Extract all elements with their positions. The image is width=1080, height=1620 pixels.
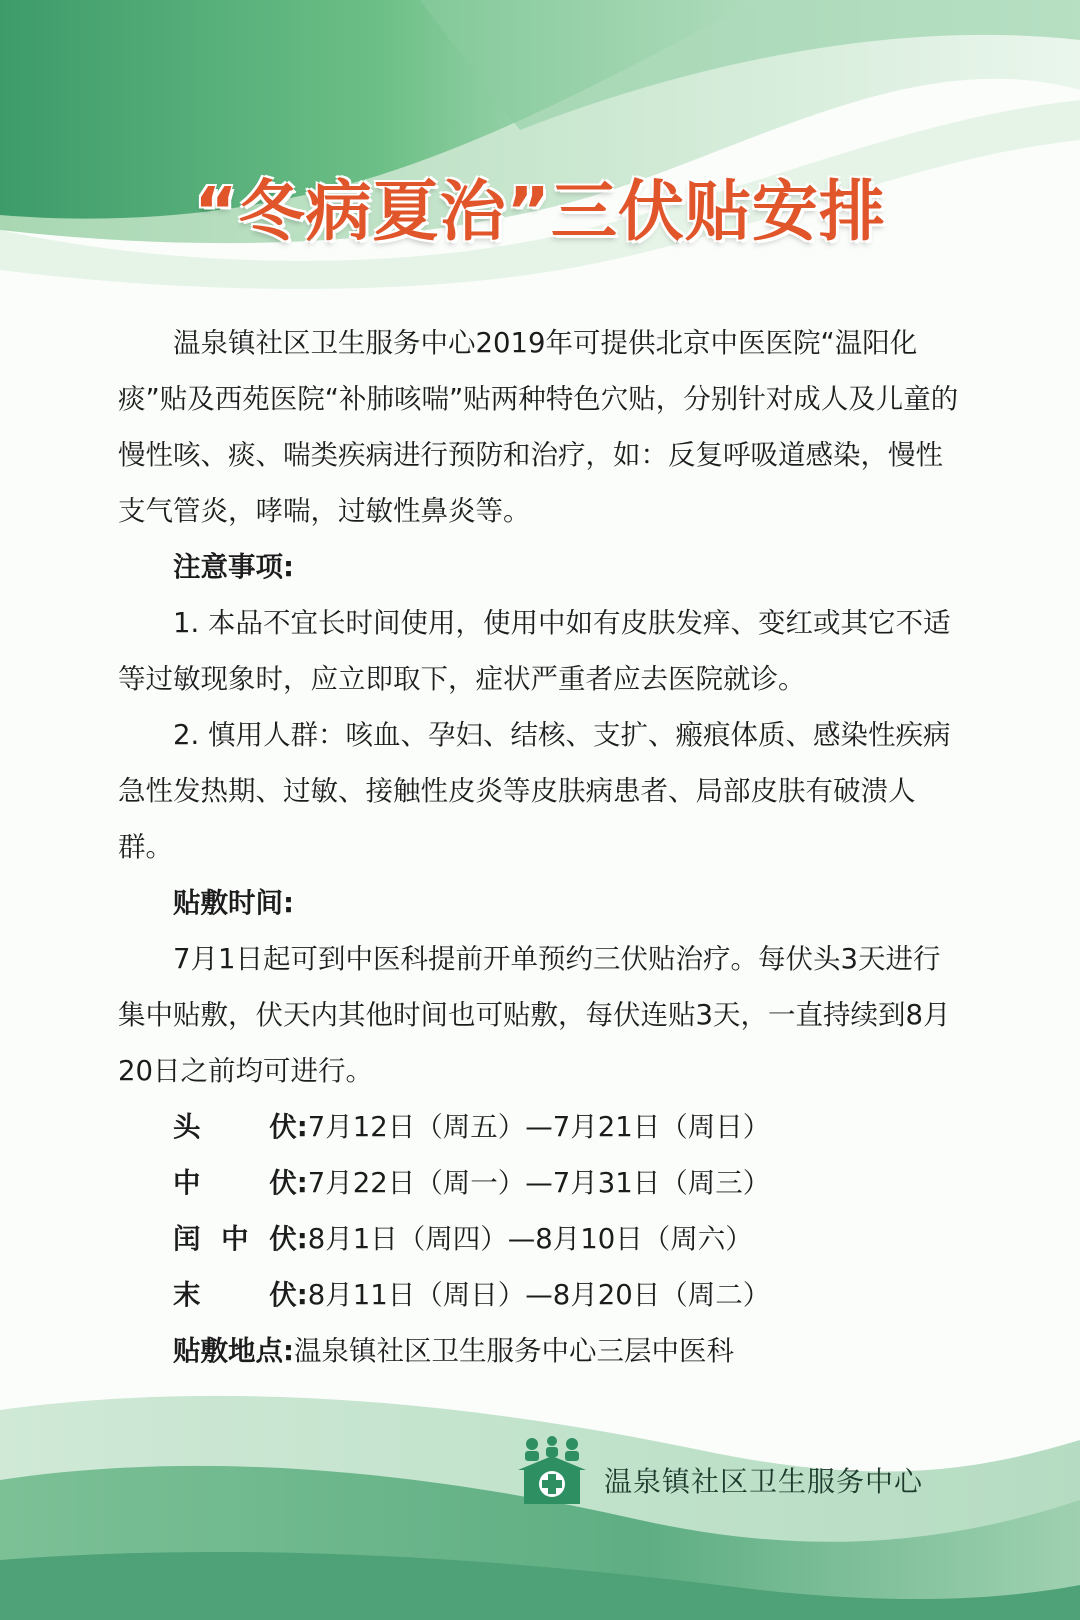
schedule-label: 闰中伏 xyxy=(173,1223,297,1255)
note-item-2: 2. 慎用人群：咳血、孕妇、结核、支扩、瘢痕体质、感染性疾病急性发热期、过敏、接触性皮炎等皮肤病患者、局部皮肤有破溃人群。 xyxy=(118,719,951,863)
schedule-dates: 7月22日（周一）—7月31日（周三） xyxy=(307,1167,771,1199)
schedule-row-tou: 头 伏:7月12日（周五）—7月21日（周日） xyxy=(118,1099,964,1155)
content-body xyxy=(118,315,964,1379)
location-label: 贴敷地点 xyxy=(173,1335,283,1367)
note-item-1: 1. 本品不宜长时间使用，使用中如有皮肤发痒、变红或其它不适等过敏现象时，应立即取下，症状严重者应去医院就诊。 xyxy=(118,607,951,695)
time-heading: 贴敷时间: xyxy=(173,887,294,919)
location-value: 温泉镇社区卫生服务中心三层中医科 xyxy=(294,1335,734,1367)
footer-organization-name: 温泉镇社区卫生服务中心 xyxy=(604,1465,924,1498)
location-row: 贴敷地点:温泉镇社区卫生服务中心三层中医科 xyxy=(173,1335,734,1367)
intro-paragraph: 温泉镇社区卫生服务中心2019年可提供北京中医医院“温阳化痰”贴及西苑医院“补肺咳喘”贴两种特色穴贴，分别针对成人及儿童的慢性咳、痰、喘类疾病进行预防和治疗，如：反复呼吸道感染，慢性支气管炎，哮喘，过敏性鼻炎等。 xyxy=(118,327,959,527)
schedule-dates: 8月1日（周四）—8月10日（周六） xyxy=(307,1223,753,1255)
poster-title: “冬病夏治”三伏贴安排 xyxy=(194,173,886,250)
schedule-dates: 7月12日（周五）—7月21日（周日） xyxy=(307,1111,771,1143)
schedule-dates: 8月11日（周日）—8月20日（周二） xyxy=(307,1279,771,1311)
community-health-center-logo-icon xyxy=(516,1436,588,1506)
schedule-row-zhong: 中 伏:7月22日（周一）—7月31日（周三） xyxy=(118,1155,964,1211)
schedule-row-mo: 末 伏:8月11日（周日）—8月20日（周二） xyxy=(118,1267,964,1323)
schedule-label: 末 伏 xyxy=(173,1279,297,1311)
schedule-row-runzhong: 闰中伏:8月1日（周四）—8月10日（周六） xyxy=(118,1211,964,1267)
schedule-label: 中 伏 xyxy=(173,1167,297,1199)
time-paragraph: 7月1日起可到中医科提前开单预约三伏贴治疗。每伏头3天进行集中贴敷，伏天内其他时间也可贴敷，每伏连贴3天，一直持续到8月20日之前均可进行。 xyxy=(118,943,951,1087)
schedule-label: 头 伏 xyxy=(173,1111,297,1143)
notes-heading: 注意事项: xyxy=(173,551,294,583)
